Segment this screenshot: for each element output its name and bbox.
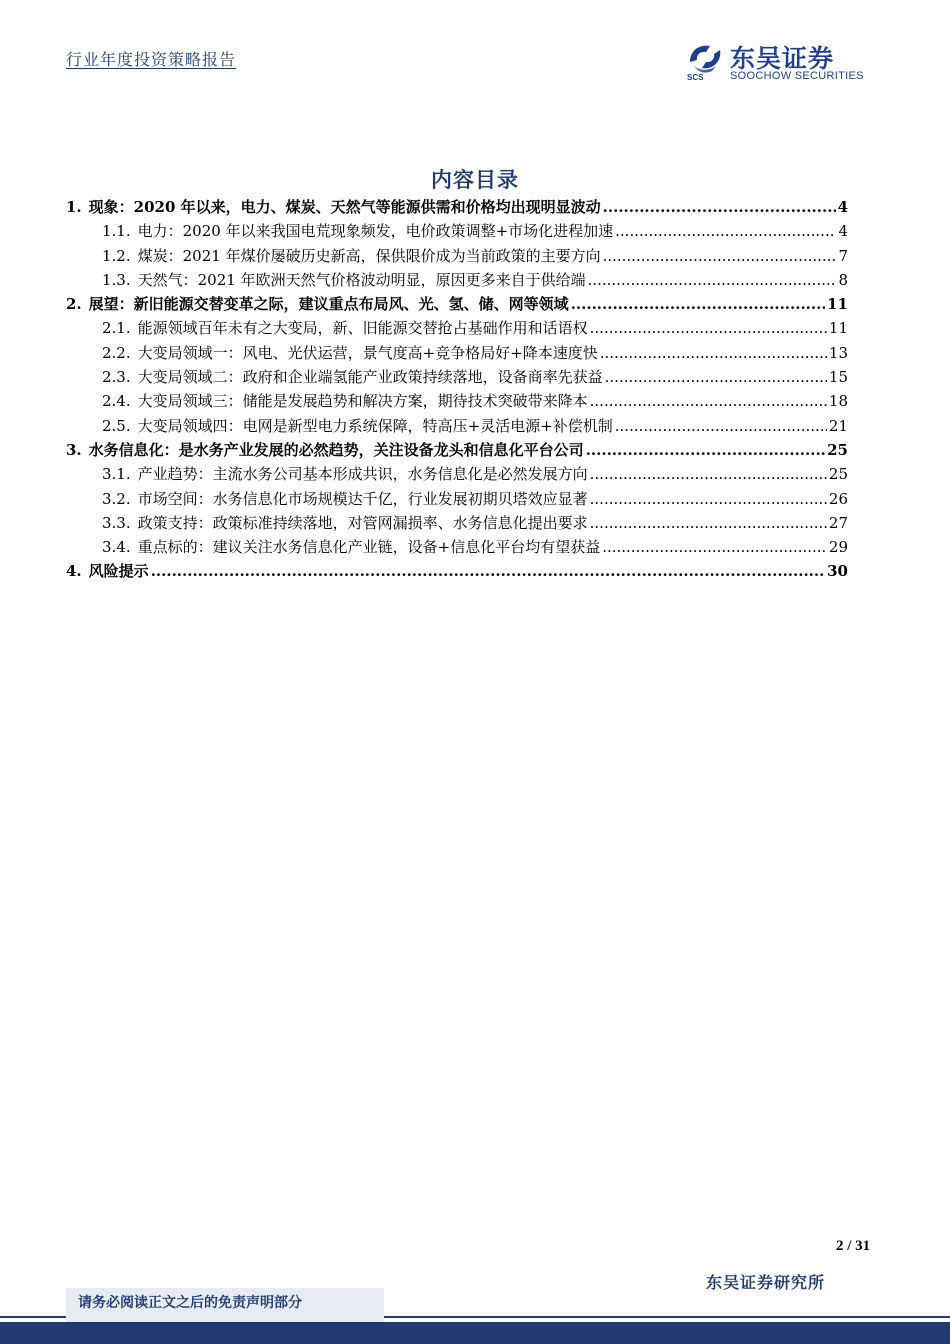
toc-title: 内容目录: [431, 168, 519, 192]
toc-entry-title: 水务信息化：是水务产业发展的必然趋势，关注设备龙头和信息化平台公司: [88, 440, 584, 459]
toc-entry-title: 大变局领域三：储能是发展趋势和解决方案，期待技术突破带来降本: [137, 392, 588, 411]
toc-entry-number: 1.: [66, 198, 82, 216]
toc-entry-number: 3.4.: [102, 538, 131, 557]
toc-leader-dots: [603, 195, 836, 219]
toc-entry-number: 1.2.: [102, 246, 131, 265]
toc-entry[interactable]: [66, 462, 848, 486]
toc-entry-page: 29: [828, 538, 848, 557]
toc-entry-page: 21: [828, 416, 848, 435]
toc-entry[interactable]: [66, 244, 848, 268]
toc-entry[interactable]: [66, 535, 848, 559]
toc-entry[interactable]: [66, 219, 848, 243]
toc-entry-title: 大变局领域四：电网是新型电力系统保障，特高压+灵活电源+补偿机制: [137, 416, 613, 435]
toc-entry-title: 天然气：2021 年欧洲天然气价格波动明显，原因更多来自于供给端: [137, 270, 586, 289]
company-logo: [686, 40, 886, 86]
logo-abbr: SCS: [687, 73, 704, 82]
toc-leader-dots: [590, 511, 827, 535]
toc-entry-title: 市场空间：水务信息化市场规模达千亿，行业发展初期贝塔效应显著: [137, 489, 588, 508]
logo-english-name: SOOCHOW SECURITIES: [730, 70, 864, 82]
page-number: 2 / 31: [836, 1238, 871, 1254]
toc-leader-dots: [151, 559, 825, 583]
toc-entry[interactable]: [66, 316, 848, 340]
toc-entry-number: 2.2.: [102, 343, 131, 362]
toc-entry-title: 展望：新旧能源交替变革之际，建议重点布局风、光、氢、储、网等领域: [88, 295, 569, 314]
toc-entry-number: 3.1.: [102, 465, 131, 484]
toc-entry-page: 27: [828, 513, 848, 532]
toc-entry-title: 重点标的：建议关注水务信息化产业链，设备+信息化平台均有望获益: [137, 538, 601, 557]
toc-entry-number: 3.: [66, 440, 82, 459]
toc-entry[interactable]: [66, 487, 848, 511]
toc-leader-dots: [586, 438, 825, 462]
toc-entry[interactable]: [66, 195, 848, 219]
toc-entry-page: 18: [828, 392, 848, 411]
footer-bar: [0, 1322, 950, 1344]
toc-leader-dots: [590, 487, 827, 511]
toc-entry-page: 25: [827, 440, 848, 459]
toc-leader-dots: [600, 341, 827, 365]
toc-entry-page: 25: [828, 465, 848, 484]
toc-entry-title: 大变局领域二：政府和企业端氢能产业政策持续落地，设备商率先获益: [137, 368, 603, 387]
toc-entry[interactable]: [66, 559, 848, 583]
toc-entry-title: 现象：2020 年以来，电力、煤炭、天然气等能源供需和价格均出现明显波动: [88, 198, 601, 216]
toc-leader-dots: [590, 389, 827, 413]
toc-entry-title: 能源领域百年未有之大变局，新、旧能源交替抢占基础作用和话语权: [137, 319, 588, 338]
toc-entry-number: 2.3.: [102, 368, 131, 387]
toc-leader-dots: [588, 268, 837, 292]
toc-entry-page: 8: [838, 270, 848, 289]
toc-entry[interactable]: [66, 438, 848, 462]
toc-entry[interactable]: [66, 414, 848, 438]
toc-entry-title: 电力：2020 年以来我国电荒现象频发，电价政策调整+市场化进程加速: [137, 222, 614, 241]
toc-entry-number: 1.3.: [102, 270, 131, 289]
toc-entry-title: 大变局领域一：风电、光伏运营，景气度高+竞争格局好+降本速度快: [137, 343, 598, 362]
table-of-contents: [66, 195, 848, 584]
toc-entry-number: 3.2.: [102, 489, 131, 508]
toc-entry-page: 4: [838, 222, 848, 241]
toc-leader-dots: [605, 365, 827, 389]
toc-entry-number: 2.5.: [102, 416, 131, 435]
toc-entry-title: 风险提示: [88, 562, 149, 581]
toc-entry-number: 2.: [66, 295, 82, 314]
toc-entry-page: 7: [838, 246, 848, 265]
toc-leader-dots: [603, 244, 837, 268]
institute-name: 东吴证券研究所: [706, 1273, 826, 1292]
toc-leader-dots: [615, 414, 827, 438]
toc-entry[interactable]: [66, 341, 848, 365]
toc-entry-page: 15: [828, 368, 848, 387]
toc-entry-number: 4.: [66, 562, 82, 581]
toc-entry[interactable]: [66, 292, 848, 316]
toc-entry[interactable]: [66, 389, 848, 413]
toc-entry-title: 煤炭：2021 年煤价屡破历史新高，保供限价成为当前政策的主要方向: [137, 246, 601, 265]
toc-entry-number: 2.4.: [102, 392, 131, 411]
toc-entry-number: 3.3.: [102, 513, 131, 532]
toc-leader-dots: [615, 219, 836, 243]
toc-entry[interactable]: [66, 511, 848, 535]
report-type-label: 行业年度投资策略报告: [66, 50, 237, 69]
toc-leader-dots: [590, 462, 827, 486]
toc-entry-page: 11: [828, 319, 848, 338]
disclaimer-notice: 请务必阅读正文之后的免责声明部分: [66, 1288, 384, 1322]
toc-entry-title: 政策支持：政策标准持续落地，对管网漏损率、水务信息化提出要求: [137, 513, 588, 532]
toc-leader-dots: [590, 316, 827, 340]
toc-entry[interactable]: [66, 365, 848, 389]
toc-entry-page: 13: [828, 343, 848, 362]
toc-leader-dots: [602, 535, 827, 559]
logo-chinese-name: 东吴证券: [730, 44, 835, 73]
toc-entry-page: 4: [837, 198, 848, 216]
toc-entry-page: 30: [827, 562, 848, 581]
toc-entry-number: 2.1.: [102, 319, 131, 338]
toc-entry-page: 26: [828, 489, 848, 508]
toc-entry-page: 11: [827, 295, 848, 314]
toc-entry-title: 产业趋势：主流水务公司基本形成共识，水务信息化是必然发展方向: [137, 465, 588, 484]
toc-leader-dots: [571, 292, 825, 316]
toc-entry-number: 1.1.: [102, 222, 131, 241]
toc-entry[interactable]: [66, 268, 848, 292]
